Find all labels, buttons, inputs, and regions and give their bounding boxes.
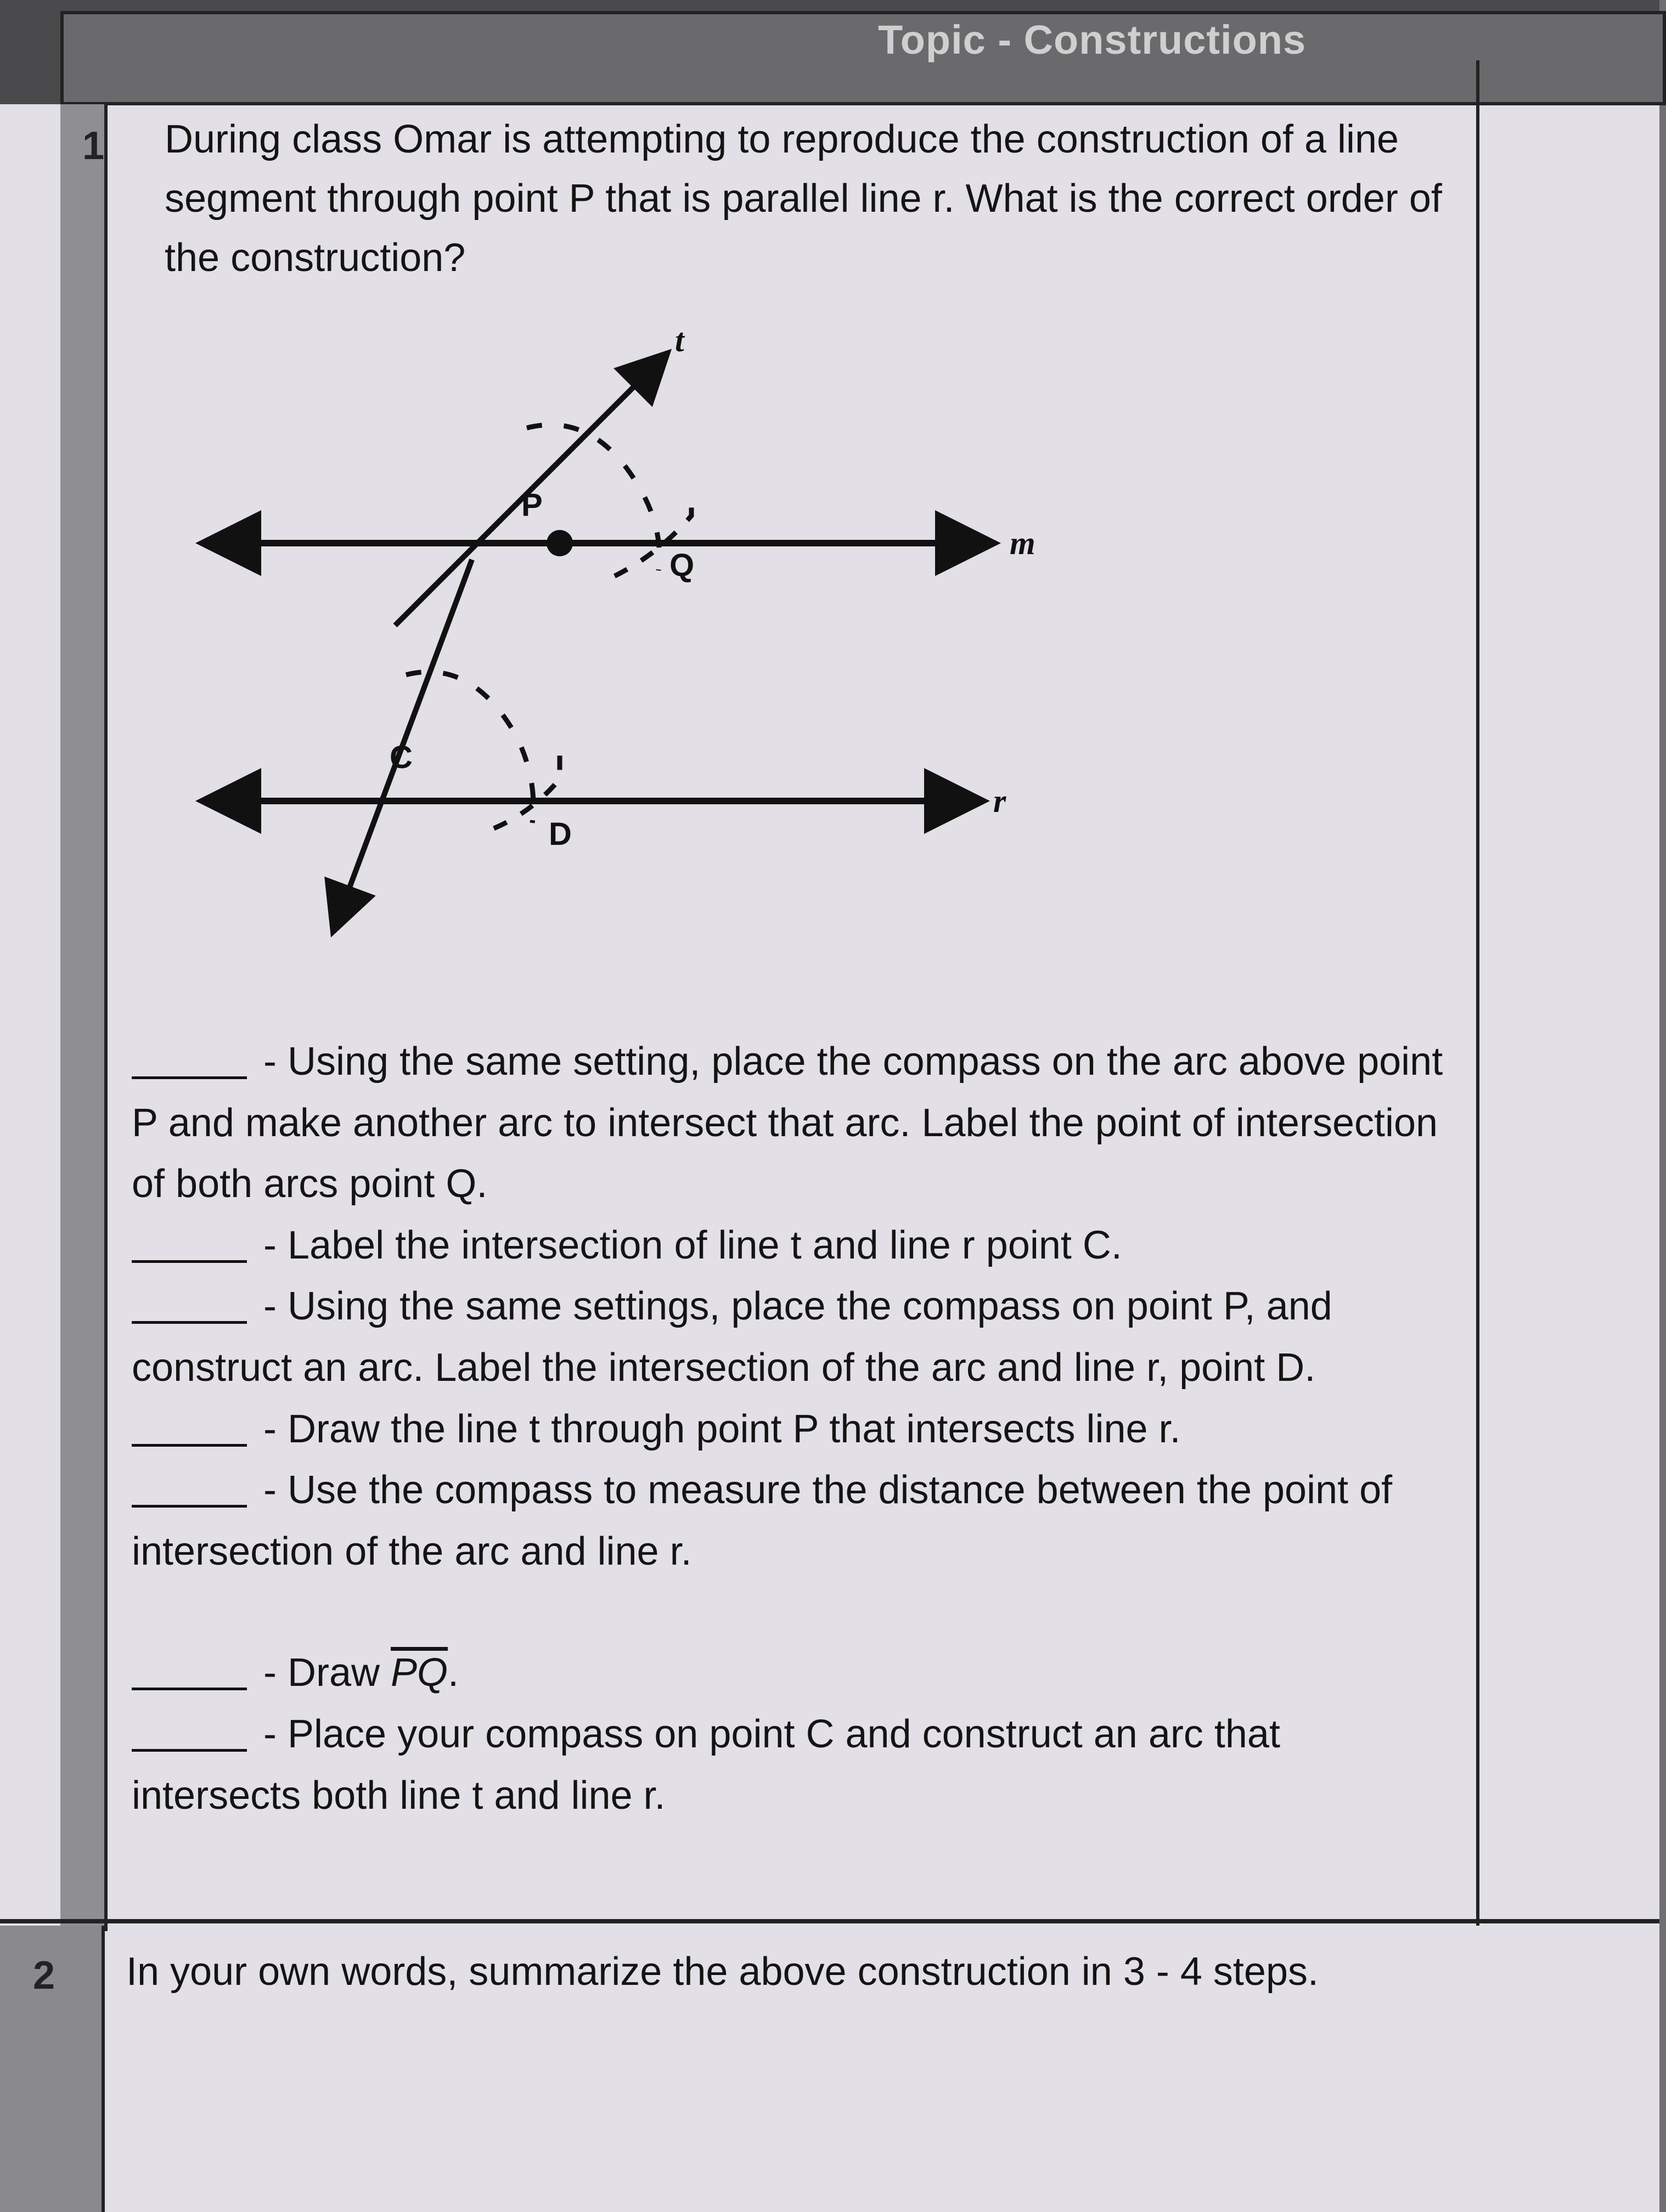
step-text: - Draw [263,1651,391,1695]
row-divider [0,1919,1659,1923]
answer-blank[interactable] [132,1321,247,1324]
point-p [547,530,573,556]
answer-blank[interactable] [132,1260,247,1263]
step-item [132,1460,1449,1582]
construction-figure [198,318,1035,977]
question-1-number: 1 [82,124,105,168]
step-item [132,1399,1449,1460]
topic-title: Topic - Constructions [878,17,1307,63]
step-item: - Draw $\overline{PQ}$. [132,1643,1449,1704]
answer-blank[interactable] [132,1076,247,1079]
step-text: - Use the compass to measure the distance between the point of intersection of the arc and line r. [132,1468,1393,1573]
step-text: - Label the intersection of line t and line r point C. [263,1223,1122,1267]
label-m: m [1010,525,1035,561]
step-text: - Using the same setting, place the compass on the arc above point P and make another arc to intersect that arc. Label the point of intersection of both arcs point Q. [132,1040,1443,1206]
step-item [132,1031,1449,1215]
arc-at-p [527,425,660,571]
header-box [60,11,1666,105]
step-text: - Using the same settings, place the compass on point P, and construct an arc. Label the intersection of the arc and line r, point D. [132,1284,1332,1390]
answer-blank[interactable] [132,1444,247,1447]
step-item [132,1215,1449,1277]
question-number-column [60,104,108,1931]
step-item [132,1704,1449,1826]
step-item [132,1276,1449,1398]
ordering-steps [132,1031,1449,1826]
spacer [132,1582,1449,1643]
question-2-number: 2 [33,1954,55,1997]
step-text: - Draw the line t through point P that intersects line r. [263,1407,1181,1451]
label-t: t [675,322,684,358]
label-q: Q [669,548,695,583]
segment-pq: $\overline{PQ}$ [391,1651,448,1695]
answer-blank[interactable] [132,1688,247,1690]
answer-blank[interactable] [132,1505,247,1508]
question-2-prompt: In your own words, summarize the above construction in 3 - 4 steps. [126,1950,1319,1994]
answer-blank[interactable] [132,1749,247,1752]
question-1-prompt: During class Omar is attempting to reproduce the construction of a line segment through point P that is parallel line r. What is the correct order of the construction? [165,117,1442,280]
column-divider [1476,60,1479,1926]
label-c: C [390,740,413,775]
label-p: P [521,487,543,523]
label-d: D [549,816,572,852]
label-r: r [993,783,1006,819]
step-text: - Place your compass on point C and construct an arc that intersects both line t and line r. [132,1712,1280,1818]
